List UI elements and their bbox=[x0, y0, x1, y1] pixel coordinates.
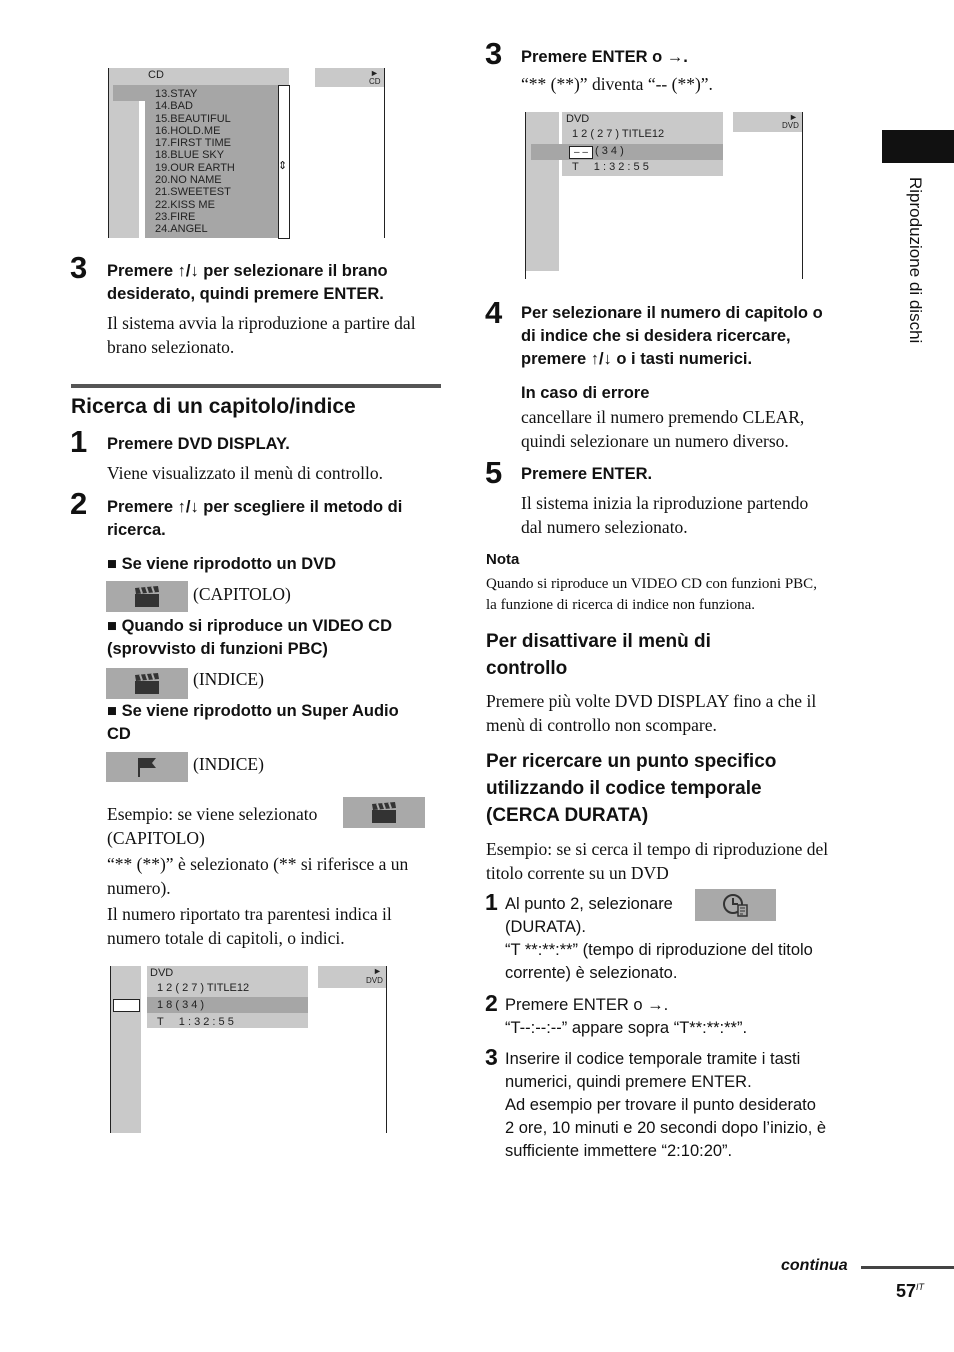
flag-icon bbox=[106, 752, 188, 782]
subsection-text: Esempio: se si cerca il tempo di riproduzione del titolo corrente su un DVD bbox=[486, 839, 829, 883]
continua-label: continua bbox=[781, 1257, 848, 1274]
step-description: “** (**)” diventa “-- (**)”. bbox=[521, 74, 713, 94]
step-number: 3 bbox=[485, 1044, 498, 1070]
step-number: 1 bbox=[485, 889, 498, 915]
step-number: 3 bbox=[485, 36, 503, 71]
step-description: Il sistema inizia la riproduzione partendo dal numero selezionato. bbox=[521, 493, 809, 537]
time-row: T 1 : 3 2 : 5 5 bbox=[572, 161, 649, 173]
cd-track-list-screen bbox=[108, 68, 386, 238]
chapter-row: 1 8 ( 3 4 ) bbox=[157, 999, 205, 1011]
step-number: 4 bbox=[485, 295, 503, 330]
case-vcd-value: (INDICE) bbox=[193, 669, 264, 689]
list-item: 24.ANGEL bbox=[155, 223, 208, 236]
step-instruction: Premere ENTER. bbox=[521, 465, 653, 483]
case-sacd-title: ■ Se viene riprodotto un Super Audio CD bbox=[107, 702, 399, 743]
dvd-screen-label: DVD bbox=[566, 113, 590, 125]
step-instruction: Premere ↑/↓ per scegliere il metodo di ricerca. bbox=[107, 498, 403, 539]
square-bullet-icon: ■ bbox=[107, 555, 122, 573]
list-item: 23.FIRE bbox=[155, 210, 196, 223]
sub-step-text: Inserire il codice temporale tramite i tasti numerici, quindi premere ENTER. Ad esempio per trovare il punto desiderato 2 ore, 10 minuti e 20 secondi dopo l’inizio, è sufficiente immettere “2:10:20”. bbox=[505, 1050, 827, 1160]
step-instruction: Per selezionare il numero di capitolo o di indice che si desidera ricercare, premere ↑/↓ o i tasti numerici. bbox=[521, 304, 823, 368]
step-description: Viene visualizzato il menù di controllo. bbox=[107, 463, 383, 483]
side-tab-label: Riproduzione di dischi bbox=[906, 177, 925, 344]
play-icon: ► bbox=[789, 112, 798, 122]
case-dvd-value: (CAPITOLO) bbox=[193, 584, 291, 604]
step-instruction: Premere DVD DISPLAY. bbox=[107, 435, 290, 453]
list-item: 13.STAY bbox=[155, 88, 198, 100]
side-tab-marker bbox=[882, 130, 954, 163]
list-item: 17.FIRST TIME bbox=[155, 137, 232, 150]
play-icon: ► bbox=[370, 68, 379, 78]
continua-rule bbox=[861, 1266, 954, 1269]
chapter-row: ( 3 4 ) bbox=[595, 145, 624, 157]
time-search-icon bbox=[695, 889, 776, 921]
title-row: 1 2 ( 2 7 ) TITLE12 bbox=[157, 982, 250, 994]
list-item: 16.HOLD.ME bbox=[155, 124, 221, 137]
list-item: 22.KISS ME bbox=[155, 198, 215, 211]
scroll-indicator-icon: ⇕ bbox=[278, 160, 288, 172]
dvd-screen-label: DVD bbox=[150, 967, 174, 979]
chapter-icon bbox=[106, 581, 188, 612]
case-sacd-value: (INDICE) bbox=[193, 754, 264, 774]
list-item: 18.BLUE SKY bbox=[155, 149, 225, 162]
page-number: $57^{IT}$ bbox=[896, 1281, 925, 1301]
cd-screen-label: CD bbox=[148, 69, 164, 81]
chapter-input-box: – – bbox=[569, 146, 593, 159]
square-bullet-icon: ■ bbox=[107, 617, 122, 635]
dvd-control-menu-screen-edited bbox=[525, 112, 804, 279]
time-row: T 1 : 3 2 : 5 5 bbox=[157, 1016, 234, 1028]
section-rule bbox=[71, 384, 441, 388]
dvd-screen-corner: DVD bbox=[782, 121, 799, 130]
list-item: 19.OUR EARTH bbox=[155, 161, 235, 174]
step-number: 3 bbox=[70, 250, 88, 285]
square-bullet-icon: ■ bbox=[107, 702, 122, 720]
step-number: 2 bbox=[485, 990, 498, 1016]
cd-screen-corner: CD bbox=[369, 77, 381, 86]
play-icon: ► bbox=[373, 966, 382, 976]
list-item: 14.BAD bbox=[155, 100, 193, 113]
step-description: Il sistema avvia la riproduzione a partire dal brano selezionato. bbox=[107, 313, 416, 357]
list-item: 21.SWEETEST bbox=[155, 186, 231, 199]
sub-step-text: Al punto 2, selezionare (DURATA). “T **:**:**” (tempo di riproduzione del titolo corrente) è selezionato. bbox=[505, 895, 813, 982]
step-number: 1 bbox=[70, 424, 88, 459]
step-instruction: Premere ↑/↓ per selezionare il brano desiderato, quindi premere ENTER. bbox=[107, 262, 388, 303]
note-title: Nota bbox=[486, 551, 520, 568]
selected-field-box bbox=[113, 999, 140, 1012]
title-row: 1 2 ( 2 7 ) TITLE12 bbox=[572, 128, 665, 140]
list-item: 20.NO NAME bbox=[155, 174, 222, 187]
step-number: 5 bbox=[485, 455, 503, 490]
step-number: 2 bbox=[70, 486, 88, 521]
example-text-1: Esempio: se viene selezionato bbox=[107, 804, 318, 824]
index-icon bbox=[106, 668, 188, 699]
chapter-icon bbox=[343, 797, 425, 828]
note-text: Quando si riproduce un VIDEO CD con funzioni PBC, la funzione di ricerca di indice non funziona. bbox=[486, 576, 817, 613]
case-vcd-title: ■ Quando si riproduce un VIDEO CD (sprovvisto di funzioni PBC) bbox=[107, 617, 392, 658]
subsection-text: Premere più volte DVD DISPLAY fino a che il menù di controllo non scompare. bbox=[486, 691, 817, 735]
error-description: cancellare il numero premendo CLEAR, quindi selezionare un numero diverso. bbox=[521, 407, 805, 451]
cd-track-list bbox=[155, 88, 235, 236]
example-text-rest: (CAPITOLO) “** (**)” è selezionato (** si riferisce a un numero). Il numero riportato tra parentesi indica il numero totale di capitoli, o indici. bbox=[107, 828, 409, 948]
subsection-title: Per ricercare un punto specifico utilizzando il codice temporale (CERCA DURATA) bbox=[486, 751, 777, 826]
dvd-screen-corner: DVD bbox=[366, 976, 383, 985]
error-title: In caso di errore bbox=[521, 384, 650, 402]
subsection-title: Per disattivare il menù di controllo bbox=[486, 631, 711, 679]
section-title: Ricerca di un capitolo/indice bbox=[71, 395, 356, 418]
case-dvd-title: ■ Se viene riprodotto un DVD bbox=[107, 555, 337, 573]
step-instruction: Premere ENTER o →. bbox=[521, 48, 688, 66]
sub-step-text: Premere ENTER o →. “T--:--:--” appare sopra “T**:**:**”. bbox=[505, 996, 748, 1037]
list-item: 15.BEAUTIFUL bbox=[155, 112, 231, 125]
dvd-control-menu-screen bbox=[110, 966, 388, 1133]
